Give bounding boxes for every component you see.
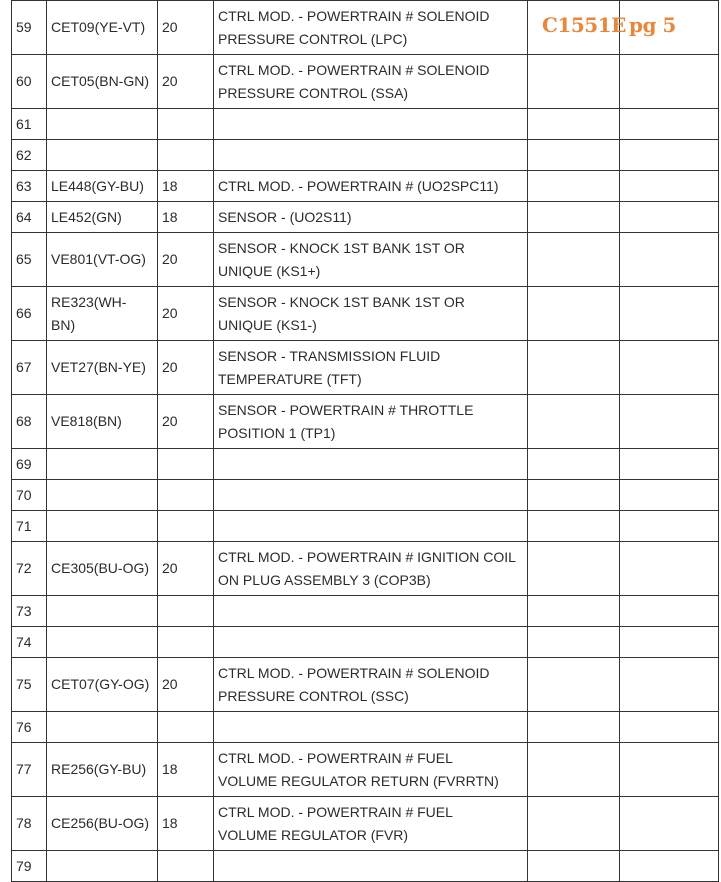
description-cell: CTRL MOD. - POWERTRAIN # (UO2SPC11) xyxy=(214,171,528,202)
blank-cell xyxy=(620,627,719,658)
blank-cell xyxy=(528,109,620,140)
description-cell xyxy=(214,140,528,171)
blank-cell xyxy=(620,287,719,341)
blank-cell xyxy=(528,171,620,202)
gauge-cell: 20 xyxy=(158,55,214,109)
description-cell: CTRL MOD. - POWERTRAIN # SOLENOID PRESSURE CONTROL (SSA) xyxy=(214,55,528,109)
table-row xyxy=(12,171,719,202)
table-row xyxy=(12,233,719,287)
pin-cell: 63 xyxy=(12,171,47,202)
blank-cell xyxy=(528,542,620,596)
blank-cell xyxy=(620,851,719,882)
circuit-cell xyxy=(47,140,158,171)
blank-cell xyxy=(620,395,719,449)
description-cell: CTRL MOD. - POWERTRAIN # SOLENOID PRESSURE CONTROL (SSC) xyxy=(214,658,528,712)
description-cell xyxy=(214,109,528,140)
blank-cell xyxy=(528,395,620,449)
pin-cell: 62 xyxy=(12,140,47,171)
table-row xyxy=(12,109,719,140)
gauge-cell xyxy=(158,851,214,882)
circuit-cell: VE818(BN) xyxy=(47,395,158,449)
blank-cell xyxy=(620,449,719,480)
gauge-cell xyxy=(158,511,214,542)
gauge-cell: 18 xyxy=(158,797,214,851)
gauge-cell: 20 xyxy=(158,542,214,596)
description-cell xyxy=(214,480,528,511)
table-row xyxy=(12,202,719,233)
circuit-cell xyxy=(47,109,158,140)
blank-cell xyxy=(620,140,719,171)
gauge-cell xyxy=(158,596,214,627)
gauge-cell xyxy=(158,627,214,658)
blank-cell xyxy=(528,627,620,658)
table-row xyxy=(12,797,719,851)
blank-cell xyxy=(528,712,620,743)
blank-cell xyxy=(528,449,620,480)
blank-cell xyxy=(528,797,620,851)
description-cell xyxy=(214,627,528,658)
blank-cell xyxy=(528,658,620,712)
table-row xyxy=(12,743,719,797)
pin-cell: 70 xyxy=(12,480,47,511)
blank-cell xyxy=(528,140,620,171)
circuit-cell: CET05(BN-GN) xyxy=(47,55,158,109)
gauge-cell: 18 xyxy=(158,743,214,797)
gauge-cell: 20 xyxy=(158,395,214,449)
pin-cell: 66 xyxy=(12,287,47,341)
blank-cell xyxy=(528,596,620,627)
blank-cell xyxy=(620,341,719,395)
table-row xyxy=(12,55,719,109)
circuit-cell: RE323(WH- BN) xyxy=(47,287,158,341)
description-cell: SENSOR - KNOCK 1ST BANK 1ST OR UNIQUE (KS1+) xyxy=(214,233,528,287)
description-cell: CTRL MOD. - POWERTRAIN # SOLENOID PRESSURE CONTROL (LPC) xyxy=(214,1,528,55)
gauge-cell: 20 xyxy=(158,341,214,395)
pin-cell: 69 xyxy=(12,449,47,480)
blank-cell xyxy=(528,341,620,395)
circuit-cell: CET09(YE-VT) xyxy=(47,1,158,55)
blank-cell xyxy=(620,233,719,287)
pin-cell: 76 xyxy=(12,712,47,743)
circuit-cell xyxy=(47,511,158,542)
circuit-cell: CE305(BU-OG) xyxy=(47,542,158,596)
table-row xyxy=(12,449,719,480)
description-cell: CTRL MOD. - POWERTRAIN # FUEL VOLUME REGULATOR (FVR) xyxy=(214,797,528,851)
blank-cell xyxy=(620,171,719,202)
circuit-cell xyxy=(47,449,158,480)
table-row xyxy=(12,480,719,511)
blank-cell xyxy=(528,287,620,341)
blank-cell xyxy=(620,511,719,542)
table-row xyxy=(12,511,719,542)
description-cell xyxy=(214,449,528,480)
table-row xyxy=(12,395,719,449)
gauge-cell xyxy=(158,140,214,171)
description-cell: SENSOR - POWERTRAIN # THROTTLE POSITION 1 (TP1) xyxy=(214,395,528,449)
gauge-cell: 20 xyxy=(158,287,214,341)
table-row xyxy=(12,627,719,658)
blank-cell xyxy=(528,55,620,109)
circuit-cell: CET07(GY-OG) xyxy=(47,658,158,712)
description-cell: SENSOR - TRANSMISSION FLUID TEMPERATURE (TFT) xyxy=(214,341,528,395)
circuit-cell: VE801(VT-OG) xyxy=(47,233,158,287)
connector-annotation: C1551E xyxy=(542,13,626,37)
blank-cell xyxy=(528,511,620,542)
blank-cell xyxy=(620,712,719,743)
table-row xyxy=(12,712,719,743)
gauge-cell xyxy=(158,449,214,480)
pin-cell: 74 xyxy=(12,627,47,658)
table-row xyxy=(12,542,719,596)
gauge-cell: 18 xyxy=(158,171,214,202)
description-cell xyxy=(214,511,528,542)
description-cell: SENSOR - KNOCK 1ST BANK 1ST OR UNIQUE (KS1-) xyxy=(214,287,528,341)
table-row xyxy=(12,287,719,341)
pinout-table xyxy=(11,0,719,882)
pin-cell: 78 xyxy=(12,797,47,851)
blank-cell xyxy=(528,851,620,882)
pin-cell: 61 xyxy=(12,109,47,140)
description-cell: SENSOR - (UO2S11) xyxy=(214,202,528,233)
pin-cell: 64 xyxy=(12,202,47,233)
pin-cell: 60 xyxy=(12,55,47,109)
circuit-cell xyxy=(47,712,158,743)
gauge-cell: 18 xyxy=(158,202,214,233)
pin-cell: 71 xyxy=(12,511,47,542)
gauge-cell xyxy=(158,712,214,743)
gauge-cell: 20 xyxy=(158,233,214,287)
circuit-cell: CE256(BU-OG) xyxy=(47,797,158,851)
blank-cell xyxy=(620,743,719,797)
pin-cell: 73 xyxy=(12,596,47,627)
blank-cell xyxy=(620,797,719,851)
table-row xyxy=(12,851,719,882)
description-cell: CTRL MOD. - POWERTRAIN # IGNITION COIL ON PLUG ASSEMBLY 3 (COP3B) xyxy=(214,542,528,596)
circuit-cell xyxy=(47,596,158,627)
blank-cell xyxy=(528,743,620,797)
blank-cell xyxy=(528,202,620,233)
blank-cell xyxy=(620,480,719,511)
description-cell xyxy=(214,712,528,743)
blank-cell xyxy=(620,658,719,712)
description-cell: CTRL MOD. - POWERTRAIN # FUEL VOLUME REGULATOR RETURN (FVRRTN) xyxy=(214,743,528,797)
circuit-cell: LE448(GY-BU) xyxy=(47,171,158,202)
pin-cell: 65 xyxy=(12,233,47,287)
blank-cell xyxy=(620,202,719,233)
circuit-cell xyxy=(47,851,158,882)
blank-cell xyxy=(620,542,719,596)
circuit-cell: VET27(BN-YE) xyxy=(47,341,158,395)
gauge-cell xyxy=(158,109,214,140)
circuit-cell xyxy=(47,627,158,658)
gauge-cell: 20 xyxy=(158,1,214,55)
blank-cell xyxy=(620,55,719,109)
circuit-cell xyxy=(47,480,158,511)
table-row xyxy=(12,140,719,171)
pin-cell: 68 xyxy=(12,395,47,449)
description-cell xyxy=(214,851,528,882)
gauge-cell: 20 xyxy=(158,658,214,712)
table-row xyxy=(12,596,719,627)
pin-cell: 72 xyxy=(12,542,47,596)
blank-cell xyxy=(528,233,620,287)
table-row xyxy=(12,658,719,712)
pin-cell: 75 xyxy=(12,658,47,712)
blank-cell xyxy=(620,109,719,140)
page-annotation: pg 5 xyxy=(629,13,676,37)
pin-cell: 79 xyxy=(12,851,47,882)
table-row xyxy=(12,341,719,395)
blank-cell xyxy=(528,480,620,511)
description-cell xyxy=(214,596,528,627)
pin-cell: 59 xyxy=(12,1,47,55)
circuit-cell: RE256(GY-BU) xyxy=(47,743,158,797)
pin-cell: 67 xyxy=(12,341,47,395)
pin-cell: 77 xyxy=(12,743,47,797)
pinout-table-body xyxy=(12,1,719,882)
blank-cell xyxy=(620,596,719,627)
gauge-cell xyxy=(158,480,214,511)
circuit-cell: LE452(GN) xyxy=(47,202,158,233)
